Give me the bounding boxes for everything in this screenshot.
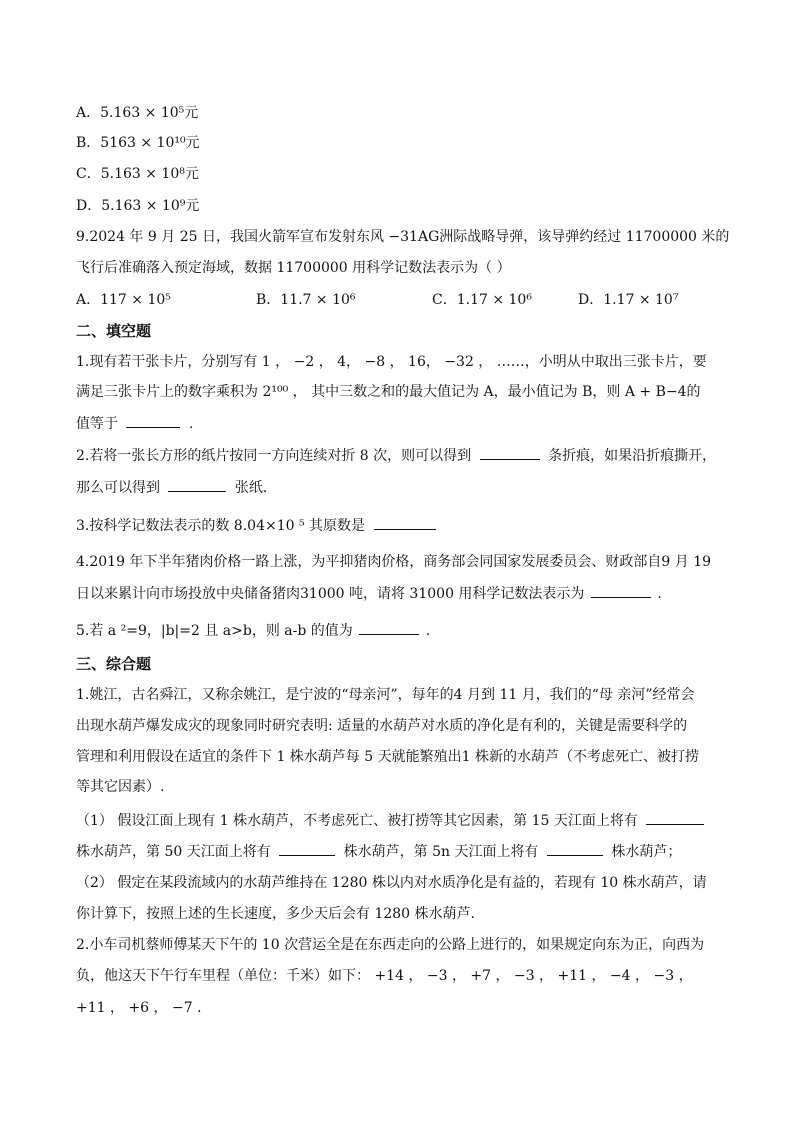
s2-q4-line2-text: 日以来累计向市场投放中央储备猪肉31000 吨，请将 31000 用科学记数法表示为 [76, 586, 585, 602]
s2-q2-line2 [76, 477, 277, 498]
s2-q3-line1-text: 3.按科学记数法表示的数 8.04×10 ⁵ 其原数是 [76, 518, 366, 534]
s3-q1-part1-line2-b: 株水葫芦，第 5n 天江面上将有 [343, 844, 539, 860]
s2-q1-line3 [76, 413, 193, 434]
s2-q2-line2-text: 那么可以得到 [76, 480, 160, 496]
s2-q1-line1: 1.现有若干张卡片，分别写有 1 ， −2 ， 4， −8 ， 16， −32 ， ……，小明从中取出三张卡片，要 [76, 354, 707, 370]
s3-q2-line3: +11 ， +6 ， −7 ． [76, 1000, 212, 1016]
s2-q1-line3-end: . [188, 416, 194, 432]
s2-q2-line2-end: 张纸． [234, 480, 277, 496]
s3-q1-line3: 管理和利用假设在适宜的条件下 1 株水葫芦每 5 天就能繁殖出1 株新的水葫芦（不考虑死亡、被打捞 [76, 749, 699, 765]
s2-q4-answer-blank[interactable] [591, 583, 651, 598]
s2-q1-answer-blank[interactable] [126, 413, 180, 428]
q9-option-a: A．117 × 10⁵ [76, 292, 171, 308]
s2-q2-answer-blank-sheets[interactable] [168, 477, 226, 492]
s2-q2-line1-text: 2.若将一张长方形的纸片按同一方向连续对折 8 次，则可以得到 [76, 448, 472, 464]
q9-option-b: B．11.7 × 10⁶ [256, 292, 356, 308]
s3-q1-part1-line2-c: 株水葫芦； [611, 844, 682, 860]
s3-q1-part1-blank-day15[interactable] [646, 810, 704, 825]
q9-stem-line1: 9.2024 年 9 月 25 日，我国火箭军宣布发射东风 −31AG洲际战略导弹，该导弹约经过 11700000 米的 [76, 229, 730, 245]
q9-option-c: C．1.17 × 10⁶ [432, 292, 532, 308]
s3-q1-part1-line1-text: （1） 假设江面上现有 1 株水葫芦，不考虑死亡、被打捞等其它因素，第 15 天江面上将有 [76, 813, 638, 829]
s2-q5-line1 [76, 620, 430, 641]
q8-option-c: C．5.163 × 10⁸元 [76, 166, 199, 182]
s2-q4-line2-end: . [657, 586, 662, 602]
s2-q5-line1-text: 5.若 a ²=9，|b|=2 且 a>b，则 a-b 的值为 [76, 623, 353, 639]
s3-q2-line2: 负，他这天下午行车里程（单位：千米）如下： +14 ， −3 ， +7 ， −3 ， +11 ， −4 ， −3 ， [76, 968, 693, 984]
s3-q1-line2: 出现水葫芦爆发成灾的现象同时研究表明: 适量的水葫芦对水质的净化是有利的，关键是需要科学的 [76, 718, 688, 734]
s3-q1-part1-line2 [76, 841, 681, 862]
s3-q1-part1-blank-day50[interactable] [279, 841, 335, 856]
s2-q2-line1 [76, 445, 716, 466]
s3-q1-part1-line2-a: 株水葫芦，第 50 天江面上将有 [76, 844, 271, 860]
s3-q2-line1: 2.小车司机蔡师傅某天下午的 10 次营运全是在东西走向的公路上进行的，如果规定向东为正，向西为 [76, 937, 705, 953]
s3-q1-part2-line2: 你计算下，按照上述的生长速度，多少天后会有 1280 株水葫芦. [76, 906, 475, 922]
q8-option-a: A．5.163 × 10⁵元 [76, 105, 199, 121]
s3-q1-line4: 等其它因素）. [76, 779, 165, 795]
s2-q4-line2 [76, 583, 662, 604]
s2-q1-line3-text: 值等于 [76, 416, 118, 432]
s3-q1-part2-line1: （2） 假定在某段流域内的水葫芦维持在 1280 株以内对水质净化是有益的，若现有 10 株水葫芦，请 [76, 875, 707, 891]
s2-q5-line1-end: . [425, 623, 431, 639]
section-heading-comprehensive: 三、综合题 [76, 655, 152, 673]
s2-q3-line1 [76, 515, 440, 536]
s2-q2-line1-end: 条折痕，如果沿折痕撕开， [548, 448, 717, 464]
s2-q5-answer-blank[interactable] [359, 620, 419, 635]
s2-q3-answer-blank[interactable] [374, 515, 436, 530]
s3-q1-line1: 1.姚江，古名舜江，又称余姚江，是宁波的“母亲河”，每年的4 月到 11 月，我们的“母 亲河”经常会 [76, 687, 695, 703]
section-heading-fill-in: 二、填空题 [76, 322, 152, 340]
s2-q1-line2: 满足三张卡片上的数字乘积为 2¹⁰⁰ ， 其中三数之和的最大值记为 A，最小值记为 B，则 A + B−4的 [76, 384, 701, 400]
q8-option-b: B．5163 × 10¹⁰元 [76, 135, 200, 151]
q9-option-d: D．1.17 × 10⁷ [578, 292, 679, 308]
s2-q4-line1: 4.2019 年下半年猪肉价格一路上涨，为平抑猪肉价格，商务部会同国家发展委员会、财政部自9 月 19 [76, 554, 712, 570]
s3-q1-part1-line1 [76, 810, 704, 831]
q9-stem-line2: 飞行后准确落入预定海域，数据 11700000 用科学记数法表示为（ ） [76, 260, 511, 276]
q8-option-d: D．5.163 × 10⁹元 [76, 198, 200, 214]
s3-q1-part1-blank-day5n[interactable] [547, 841, 603, 856]
s2-q2-answer-blank-creases[interactable] [480, 445, 540, 460]
